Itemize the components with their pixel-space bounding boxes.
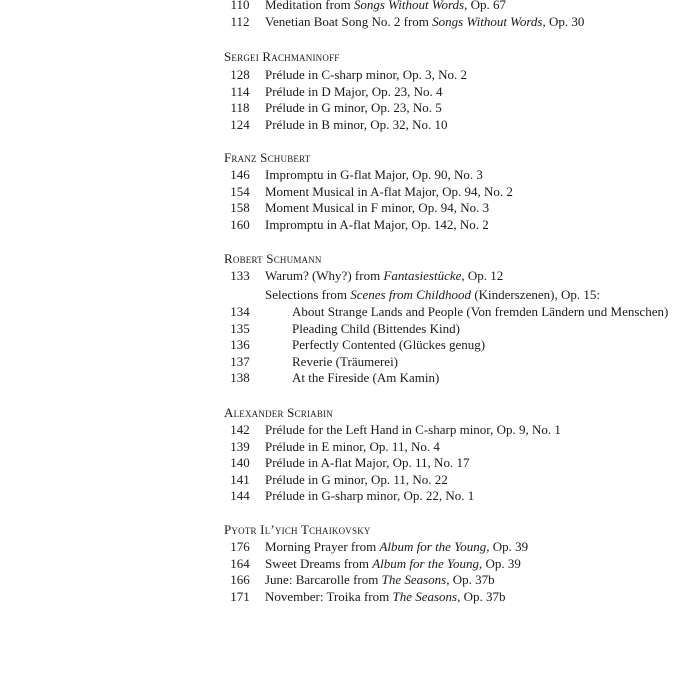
page-number: 144 [230,488,250,503]
page-number: 142 [230,422,250,437]
page-number: 135 [230,320,250,336]
piece-title: Prélude in A-flat Major, Op. 11, No. 17 [265,455,470,470]
composer-heading: Robert Schumann [224,251,322,266]
piece-title: Reverie (Träumerei) [292,353,399,369]
italic-work-title: Album for the Young [372,555,479,571]
piece-title: Prélude in B minor, Op. 32, No. 10 [265,116,448,132]
piece-title: At the Fireside (Am Kamin) [292,370,440,385]
piece-title: Pleading Child (Bittendes Kind) [292,320,460,336]
piece-title: November: Troika from The Seasons, Op. 37b [265,588,506,604]
piece-title: June: Barcarolle from The Seasons, Op. 37b [265,572,495,587]
page-number: 154 [230,183,250,199]
italic-work-title: Album for the Young [379,539,487,554]
page-number: 118 [230,100,250,115]
piece-title: Prélude in G minor, Op. 11, No. 22 [265,471,448,487]
piece-title: Venetian Boat Song No. 2 from Songs Without Words, Op. 30 [265,13,585,29]
piece-title: Meditation from Songs Without Words, Op. 67 [265,0,506,14]
page-number: 133 [230,268,250,283]
page-number: 164 [230,555,250,571]
piece-title: Prélude in G minor, Op. 23, No. 5 [265,100,442,115]
piece-title: Warum? (Why?) from Fantasiestücke, Op. 12 [265,268,504,283]
piece-title: Moment Musical in A-flat Major, Op. 94, No. 2 [265,183,513,199]
piece-title: Impromptu in G-flat Major, Op. 90, No. 3 [265,167,483,182]
page-number: 128 [230,67,250,82]
page-number: 139 [230,438,250,454]
piece-title: Prélude in E minor, Op. 11, No. 4 [265,438,440,454]
page-number: 160 [230,216,250,232]
piece-title: About Strange Lands and People (Von fremden Ländern und Menschen) [292,304,669,319]
piece-title: Prélude for the Left Hand in C-sharp minor, Op. 9, No. 1 [265,422,561,437]
page-number: 137 [230,353,250,369]
italic-work-title: The Seasons [381,572,447,587]
page-number: 138 [230,370,250,385]
piece-title: Moment Musical in F minor, Op. 94, No. 3 [265,200,490,215]
composer-heading: Pyotr Il’yich Tchaikovsky [224,522,371,537]
italic-work-title: Scenes from Childhood [350,287,472,302]
page-number: 171 [230,588,250,604]
piece-title: Prélude in G-sharp minor, Op. 22, No. 1 [265,488,475,503]
page-number: 134 [230,304,250,319]
piece-title: Impromptu in A-flat Major, Op. 142, No. 2 [265,216,489,232]
page-number: 166 [230,572,250,587]
piece-title: Prélude in D Major, Op. 23, No. 4 [265,83,443,99]
composer-heading: Sergei Rachmaninoff [224,49,340,64]
italic-work-title: The Seasons [392,588,458,604]
page-number: 158 [230,200,250,215]
page-number: 141 [230,471,250,487]
piece-title: Prélude in C-sharp minor, Op. 3, No. 2 [265,67,468,82]
composer-heading: Franz Schubert [224,150,311,165]
composer-heading: Alexander Scriabin [224,405,333,420]
collection-subheading: Selections from Scenes from Childhood (Kinderszenen), Op. 15: [265,287,600,302]
italic-work-title: Fantasiestücke [383,268,462,283]
page-number: 136 [230,337,250,352]
italic-work-title: Songs Without Words [432,13,543,29]
piece-title: Perfectly Contented (Glückes genug) [292,337,486,352]
page-number: 112 [230,13,250,29]
page-number: 176 [230,539,250,554]
piece-title: Morning Prayer from Album for the Young, Op. 39 [265,539,529,554]
page-number: 114 [230,83,250,99]
page-number: 110 [230,0,250,12]
page-number: 146 [230,167,250,182]
page-number: 124 [230,116,250,132]
italic-work-title: Songs Without Words [353,0,465,12]
piece-title: Sweet Dreams from Album for the Young, Op. 39 [265,555,521,571]
page-number: 140 [230,455,250,470]
